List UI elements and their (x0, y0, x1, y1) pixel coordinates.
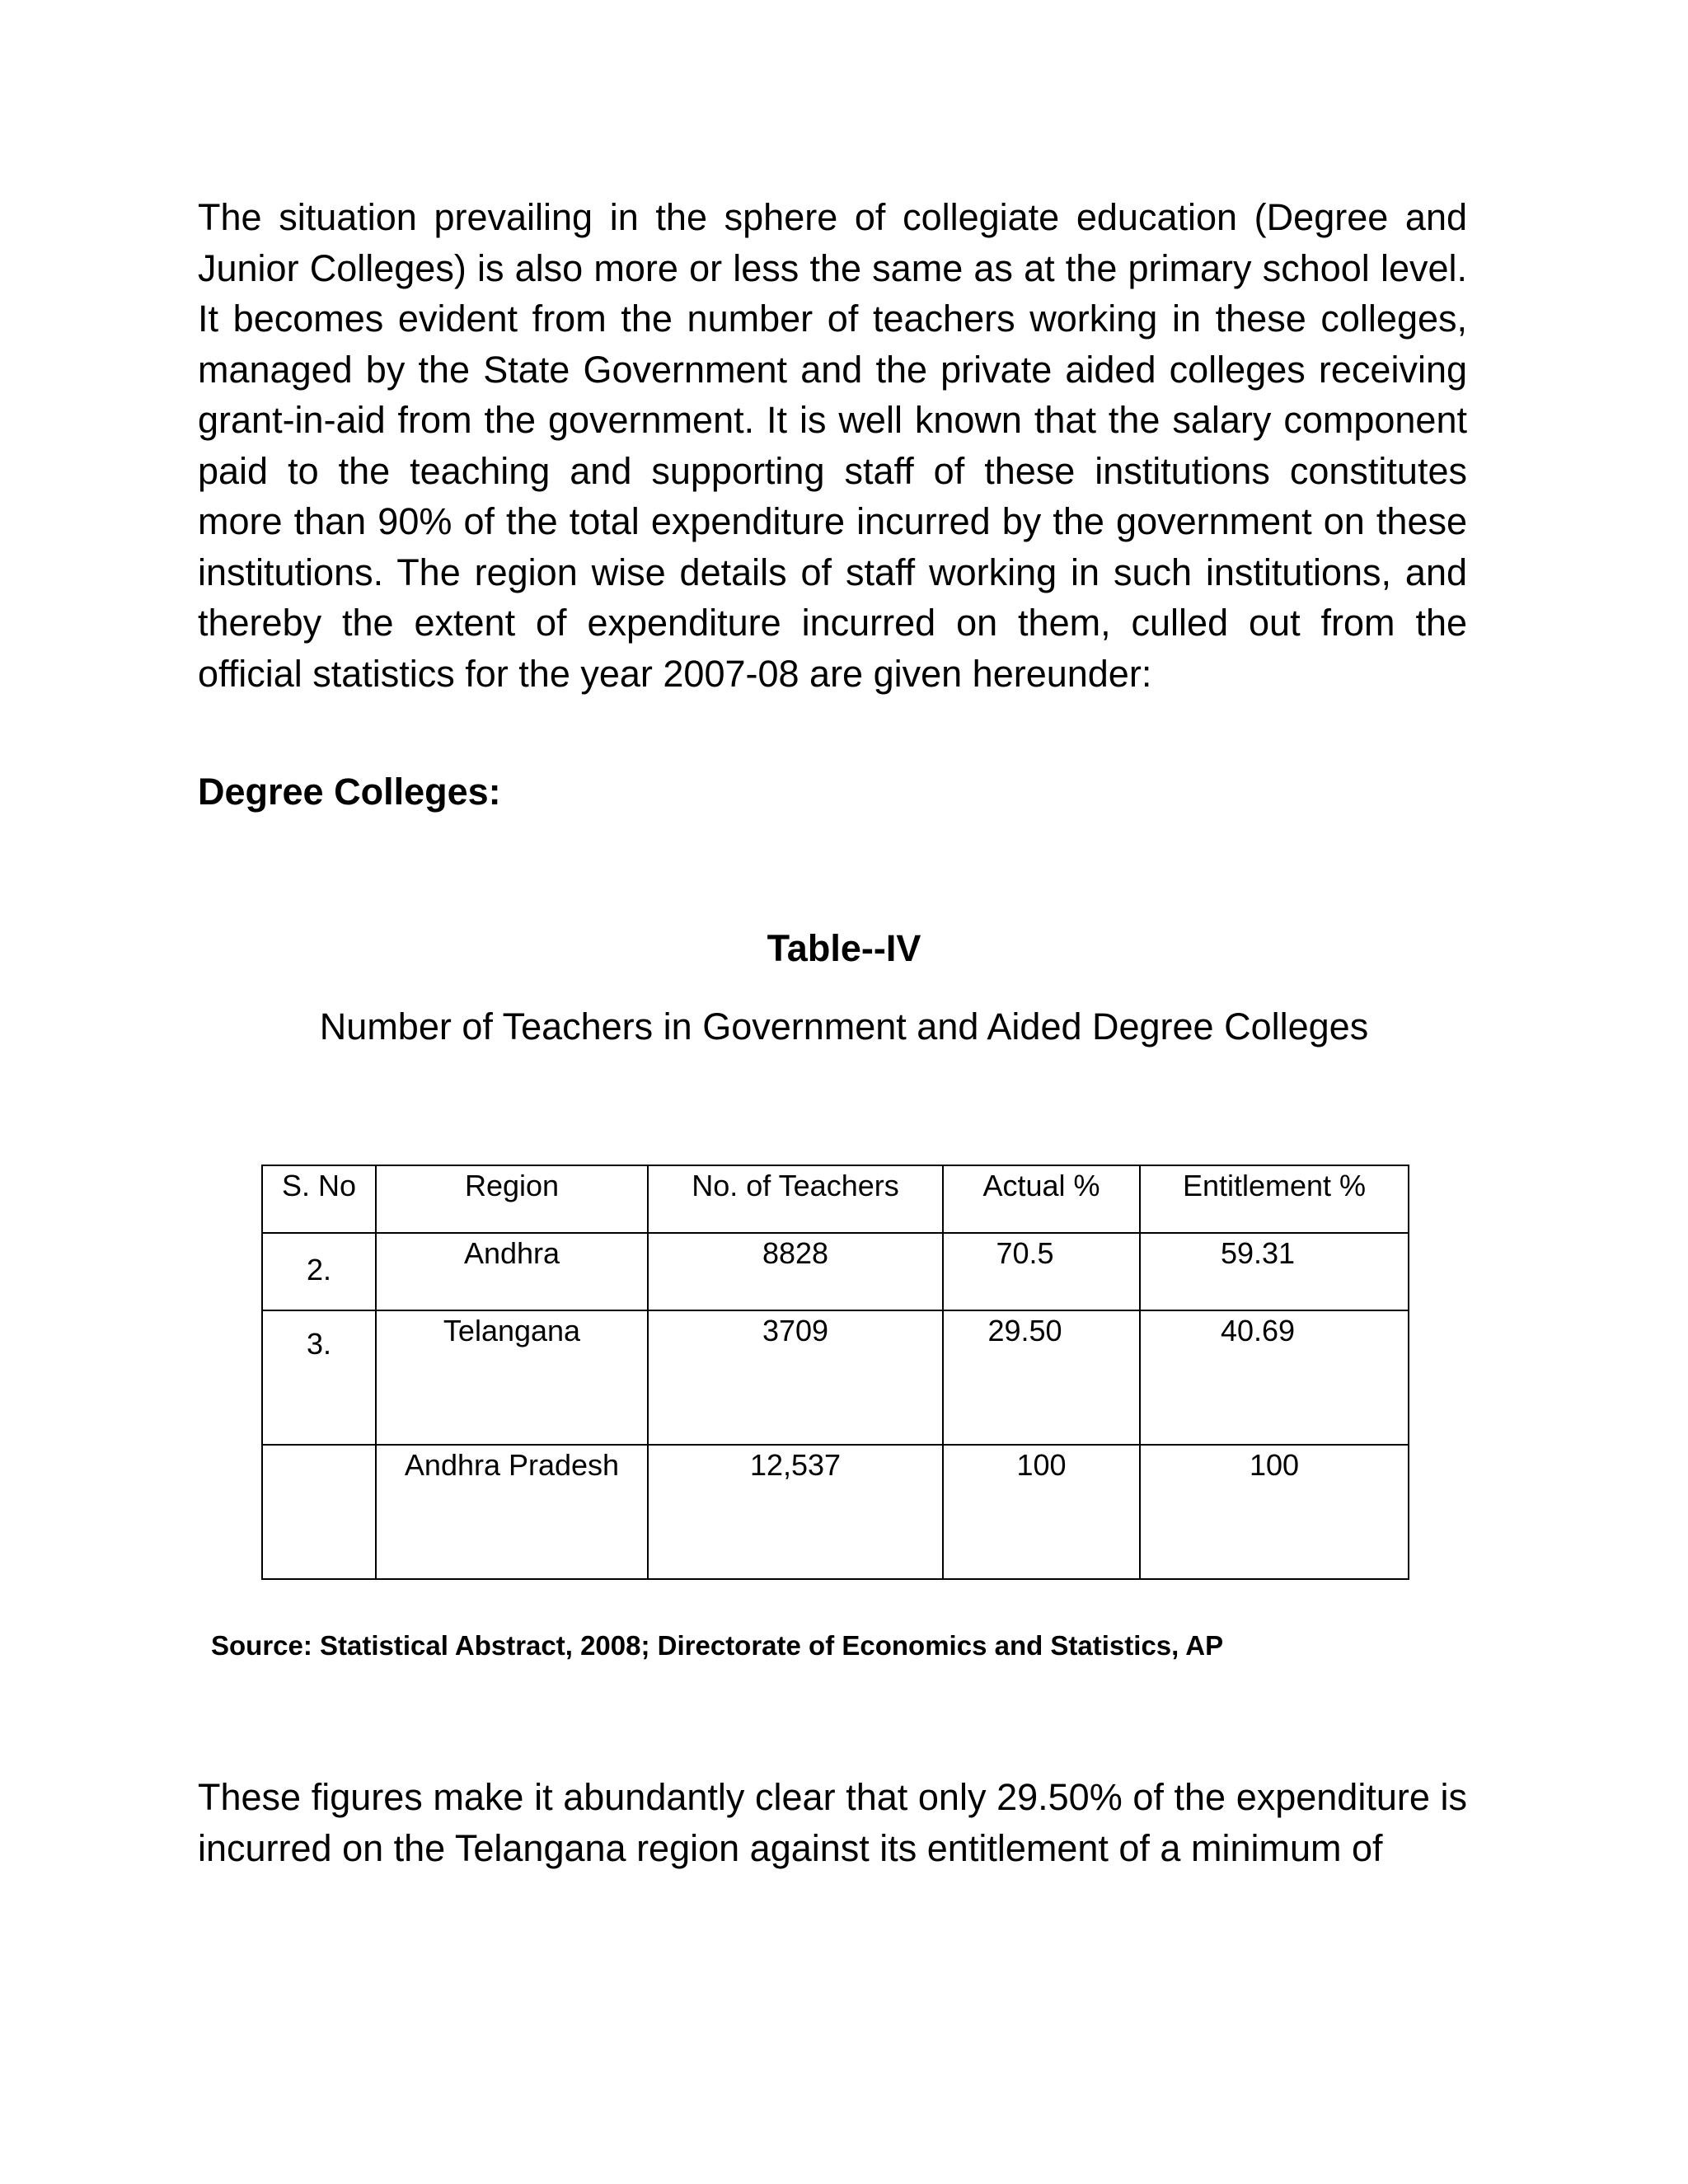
cell-actual: 70.5 (943, 1233, 1140, 1310)
table-title: Table--IV (767, 927, 921, 969)
cell-sno: 3. (262, 1310, 376, 1445)
table-row (262, 1233, 1409, 1310)
cell-region: Andhra Pradesh (376, 1445, 648, 1579)
cell-sno (262, 1445, 376, 1579)
intro-paragraph: The situation prevailing in the sphere of collegiate education (Degree and Junior Colleges) is also more or less the same as at the primary school level. It becomes evident from the number of teachers working in these colleges, managed by the State Government and the private aided colleges receiving grant-in-aid from the government. It is well known that the salary component paid to the teaching and supporting staff of these institutions constitutes more than 90% of the total expenditure incurred by the government on these institutions. The region wise details of staff working in such institutions, and thereby the extent of expenditure incurred on them, culled out from the official statistics for the year 2007-08 are given hereunder: (198, 196, 1467, 695)
cell-entitlement: 40.69 (1140, 1310, 1409, 1445)
cell-entitlement: 100 (1140, 1445, 1409, 1579)
cell-region: Telangana (376, 1310, 648, 1445)
cell-sno: 2. (262, 1233, 376, 1310)
table-header-row (262, 1165, 1409, 1233)
header-entitlement: Entitlement % (1140, 1165, 1409, 1233)
cell-actual: 100 (943, 1445, 1140, 1579)
cell-region: Andhra (376, 1233, 648, 1310)
header-region: Region (376, 1165, 648, 1233)
cell-teachers: 3709 (648, 1310, 943, 1445)
table-row (262, 1310, 1409, 1445)
table-source-note: Source: Statistical Abstract, 2008; Directorate of Economics and Statistics, AP (211, 1630, 1224, 1661)
table-row (262, 1445, 1409, 1579)
conclusion-paragraph: These figures make it abundantly clear that only 29.50% of the expenditure is incurred on the Telangana region against its entitlement of a minimum of (198, 1776, 1467, 1869)
cell-entitlement: 59.31 (1140, 1233, 1409, 1310)
cell-actual: 29.50 (943, 1310, 1140, 1445)
teachers-table (261, 1165, 1409, 1580)
cell-teachers: 8828 (648, 1233, 943, 1310)
header-sno: S. No (262, 1165, 376, 1233)
table-caption: Number of Teachers in Government and Aided Degree Colleges (319, 1005, 1369, 1047)
cell-teachers: 12,537 (648, 1445, 943, 1579)
header-actual: Actual % (943, 1165, 1140, 1233)
section-heading: Degree Colleges: (198, 771, 501, 813)
header-teachers: No. of Teachers (648, 1165, 943, 1233)
